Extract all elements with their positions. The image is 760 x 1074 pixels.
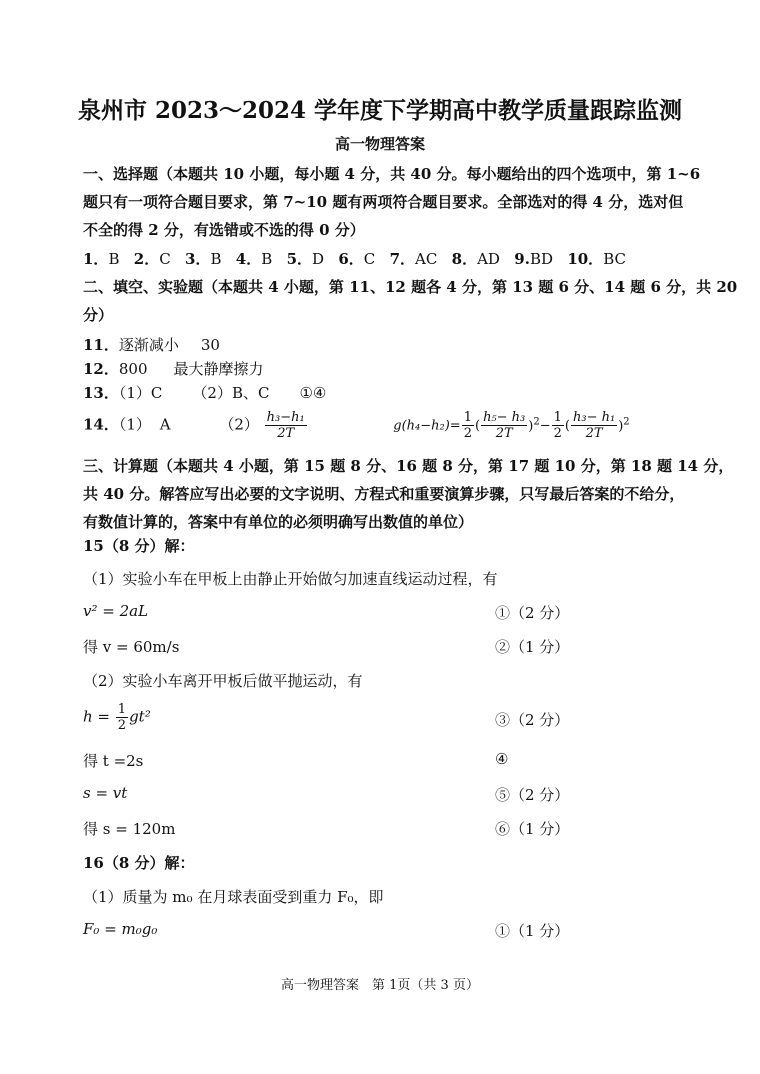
answer-num: 2． [133,250,160,268]
q14-fraction-2: $\frac{\text{h₅− h₃}}{2T}$ [483,410,526,441]
section3-line1: 三、计算题（本题共 4 小题，第 15 题 8 分、16 题 8 分，第 17 题 10 分，第 18 题 14 分， [83,457,734,475]
q15-equation2: 得 v = 60m/s [83,638,180,656]
answer-value: AD [477,250,500,268]
section3-line2: 共 40 分。解答应写出必要的文字说明、方程式和重要演算步骤，只写最后答案的不给分， [83,485,685,503]
q16-line1: （1）质量为 m₀ 在月球表面受到重力 F₀，即 [83,888,384,906]
q13-answer1: （1）C [118,384,163,402]
q15-score2: ②（1 分） [495,638,570,656]
answer-num: 1． [83,250,109,268]
q14-row: 14．（1） A （2） $\frac{\text{h₃−h₁}}{2T}$ g(h₄−h₂)= $\frac{1}{2}$ ( $\frac{\text{h₅− h₃}}{2T}$ )$^2$− $\frac{1}{2}$ ( $\frac{\text{h₃− h₁}}{2T}$ )$^2$ [83,410,630,441]
section1-line3: 不全的得 2 分，有选错或不选的得 0 分） [83,221,365,239]
q11-answer2: 30 [200,336,220,354]
answer-num: 10． [567,250,604,268]
q12-num: 12． [83,360,119,378]
answer-num: 6． [338,250,364,268]
answer-value: D [312,250,325,268]
q15-line2: （2）实验小车离开甲板后做平抛运动，有 [83,672,363,690]
q15-line1: （1）实验小车在甲板上由静止开始做匀加速直线运动过程，有 [83,570,498,588]
q15-score4: ④ [495,750,509,768]
answer-num: 3． [185,250,211,268]
q13-answer2: （2）B、C [192,384,270,402]
section2-line2: 分） [83,306,114,324]
section3-line3: 有数值计算的，答案中有单位的必须明确写出数值的单位） [83,513,474,531]
answer-value: B [210,250,222,268]
q11-num: 11． [83,336,119,354]
answer-num: 7． [389,250,416,268]
page-subtitle: 高一物理答案 [334,135,425,153]
q15-half: $\frac{1}{2}$ [117,702,127,733]
answer-value: B [261,250,273,268]
q14-minus: − [539,418,551,434]
q13-row [83,382,326,403]
q15-score6: ⑥（1 分） [495,820,570,838]
answer-value: B [108,250,120,268]
q12-answer2: 最大静摩擦力 [173,360,264,378]
answer-value: BD [529,250,553,268]
q14-half-1: $\frac{1}{2}$ [463,410,472,441]
q14-half-2: $\frac{1}{2}$ [553,410,562,441]
q12-row [83,358,264,379]
q15-equation6: 得 s = 120m [83,820,176,838]
q15-score3: ③（2 分） [495,711,570,729]
section2-line1: 二、填空、实验题（本题共 4 小题，第 11、12 题各 4 分，第 13 题 6 分、14 题 6 分，共 20 [83,278,738,296]
q14-equation-left: g(h₄−h₂)= [393,418,461,434]
answer-value: C [363,250,376,268]
q15-score5: ⑤（2 分） [495,786,570,804]
q15-equation4: 得 t =2s [83,752,144,770]
q11-row [83,334,220,355]
q13-answer3: ①④ [299,384,327,402]
answer-num: 8． [451,250,478,268]
q16-header: 16（8 分）解： [83,854,195,872]
answer-num: 4． [235,250,262,268]
q16-equation1: F₀ = m₀g₀ [83,920,158,938]
q14-part2: （2） [219,415,259,434]
answer-row [83,248,626,269]
page-title: 泉州市 2023～2024 学年度下学期高中教学质量跟踪监测 [77,97,683,124]
q15-equation5: s = vt [83,784,128,802]
answer-num: 9. [514,250,530,268]
q14-fraction-3: $\frac{\text{h₃− h₁}}{2T}$ [572,410,616,441]
q15-score1: ①（2 分） [495,604,570,622]
page-footer: 高一物理答案 第 1页（共 3 页） [281,978,479,993]
answer-num: 5． [286,250,313,268]
q14-num: 14． [83,415,119,434]
answer-value: AC [415,250,438,268]
section1-line1: 一、选择题（本题共 10 小题，每小题 4 分，共 40 分。每小题给出的四个选项中，第 1~6 [83,165,701,183]
q11-answer1: 逐渐减小 [118,336,179,354]
q14-part1: （1） [118,415,151,434]
q15-equation3: h = $\frac{1}{2}$ gt² [83,702,151,733]
answer-value: C [159,250,171,268]
q14-answer1: A [159,415,171,434]
q14-fraction-velocity: $\frac{\text{h₃−h₁}}{2T}$ [266,410,305,441]
q15-header: 15（8 分）解： [83,537,195,555]
section1-line2: 题只有一项符合题目要求，第 7~10 题有两项符合题目要求。全部选对的得 4 分，选对但 [83,193,684,211]
q12-answer1: 800 [118,360,148,378]
q13-num: 13． [83,384,119,402]
answer-value: BC [603,250,626,268]
q16-score1: ①（1 分） [495,922,570,940]
q15-equation1: v² = 2aL [83,602,149,620]
